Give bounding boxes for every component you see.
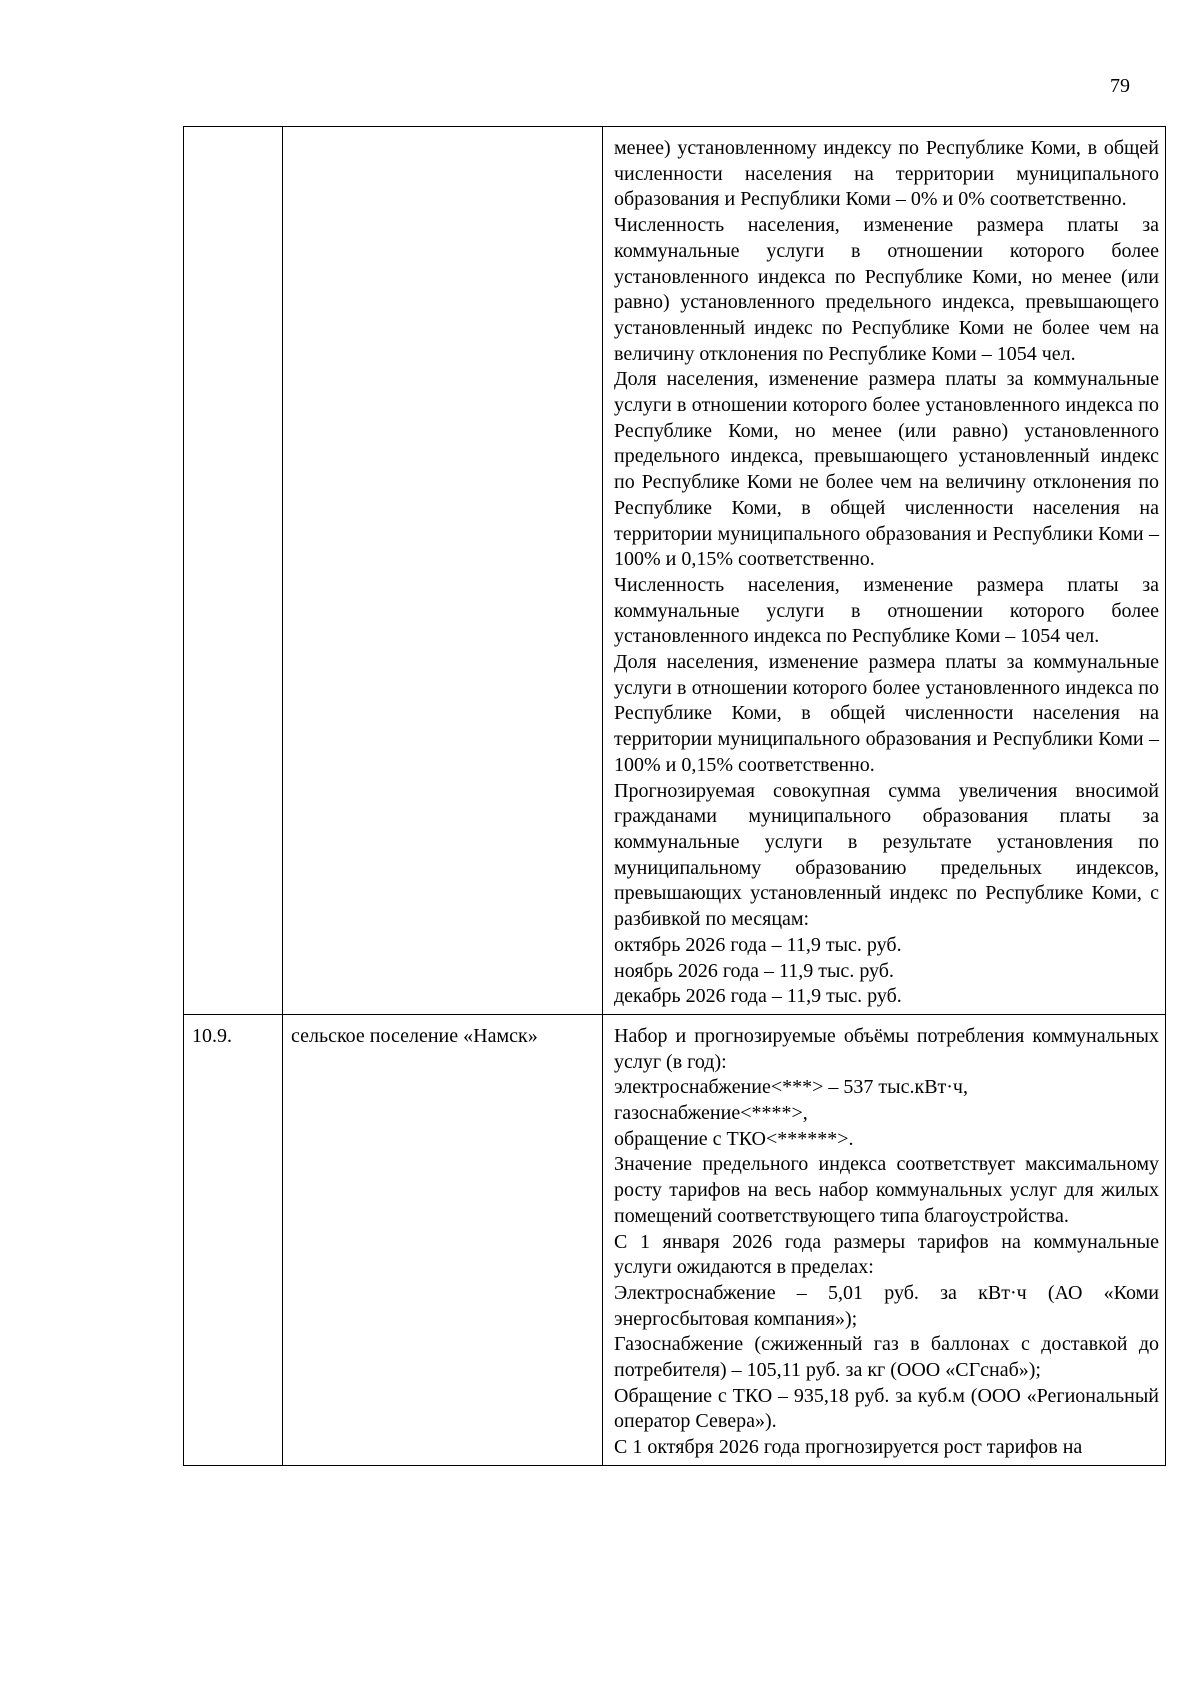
month-forecast-line: декабрь 2026 года – 11,9 тыс. руб. [614, 985, 902, 1008]
service-volume-line: обращение с ТКО<******>. [614, 1127, 854, 1150]
description-paragraph: Прогнозируемая совокупная сумма увеличения вносимой гражданами муниципального образования платы за коммунальные услуги в результате установления по муниципальному образованию предельных индексов, превышающих установленный индекс по Республике Коми, с разбивкой по месяцам: [614, 779, 1159, 931]
document-table [183, 126, 1166, 1466]
page-number: 79 [1110, 75, 1130, 97]
municipality-name-cell: сельское поселение «Намск» [283, 1014, 603, 1465]
description-cell [603, 127, 1166, 1015]
description-paragraph: Доля населения, изменение размера платы за коммунальные услуги в отношении которого более установленного индекса по Республике Коми, в общей численности населения на территории муниципального образования и Республики Коми – 100% и 0,15% соответственно. [614, 651, 1159, 776]
tariff-paragraph: Обращение с ТКО – 935,18 руб. за куб.м (ООО «Региональный оператор Севера»). [614, 1384, 1159, 1433]
table-row [184, 127, 1166, 1015]
description-paragraph: С 1 января 2026 года размеры тарифов на коммунальные услуги ожидаются в пределах: [614, 1230, 1159, 1279]
description-paragraph: С 1 октября 2026 года прогнозируется рост тарифов на [614, 1436, 1083, 1459]
tariff-paragraph: Газоснабжение (сжиженный газ в баллонах с доставкой до потребителя) – 105,11 руб. за кг (ООО «СГснаб»); [614, 1333, 1159, 1382]
description-paragraph: Значение предельного индекса соответствует максимальному росту тарифов на весь набор коммунальных услуг для жилых помещений соответствующего типа благоустройства. [614, 1153, 1159, 1227]
row-number-cell: 10.9. [184, 1014, 283, 1465]
month-forecast-line: октябрь 2026 года – 11,9 тыс. руб. [614, 933, 902, 956]
description-paragraph: менее) установленному индексу по Республике Коми, в общей численности населения на территории муниципального образования и Республики Коми – 0% и 0% соответственно. [614, 137, 1159, 211]
service-volume-line: газоснабжение<****>, [614, 1102, 808, 1125]
description-paragraph: Численность населения, изменение размера платы за коммунальные услуги в отношении которого более установленного индекса по Республике Коми – 1054 чел. [614, 573, 1159, 648]
description-paragraph: Доля населения, изменение размера платы за коммунальные услуги в отношении которого более установленного индекса по Республике Коми, но менее (или равно) установленного предельного индекса, превышающего установленный индекс по Республике Коми не более чем на величину отклонения по Республике Коми, в общей численности населения на территории муниципального образования и Республики Коми – 100% и 0,15% соответственно. [614, 368, 1159, 571]
service-volume-line: электроснабжение<***> – 537 тыс.кВт·ч, [614, 1076, 968, 1099]
description-cell [603, 1014, 1166, 1465]
table-row [184, 1014, 1166, 1465]
description-paragraph: Набор и прогнозируемые объёмы потребления коммунальных услуг (в год): [614, 1024, 1159, 1073]
description-paragraph: Численность населения, изменение размера платы за коммунальные услуги в отношении которого более установленного индекса по Республике Коми, но менее (или равно) установленного предельного индекса, превышающего установленный индекс по Республике Коми не более чем на величину отклонения по Республике Коми – 1054 чел. [614, 214, 1159, 365]
row-number-cell [184, 127, 283, 1015]
municipality-name-cell [283, 127, 603, 1015]
tariff-paragraph: Электроснабжение – 5,01 руб. за кВт·ч (АО «Коми энергосбытовая компания»); [614, 1281, 1159, 1330]
month-forecast-line: ноябрь 2026 года – 11,9 тыс. руб. [614, 959, 894, 982]
